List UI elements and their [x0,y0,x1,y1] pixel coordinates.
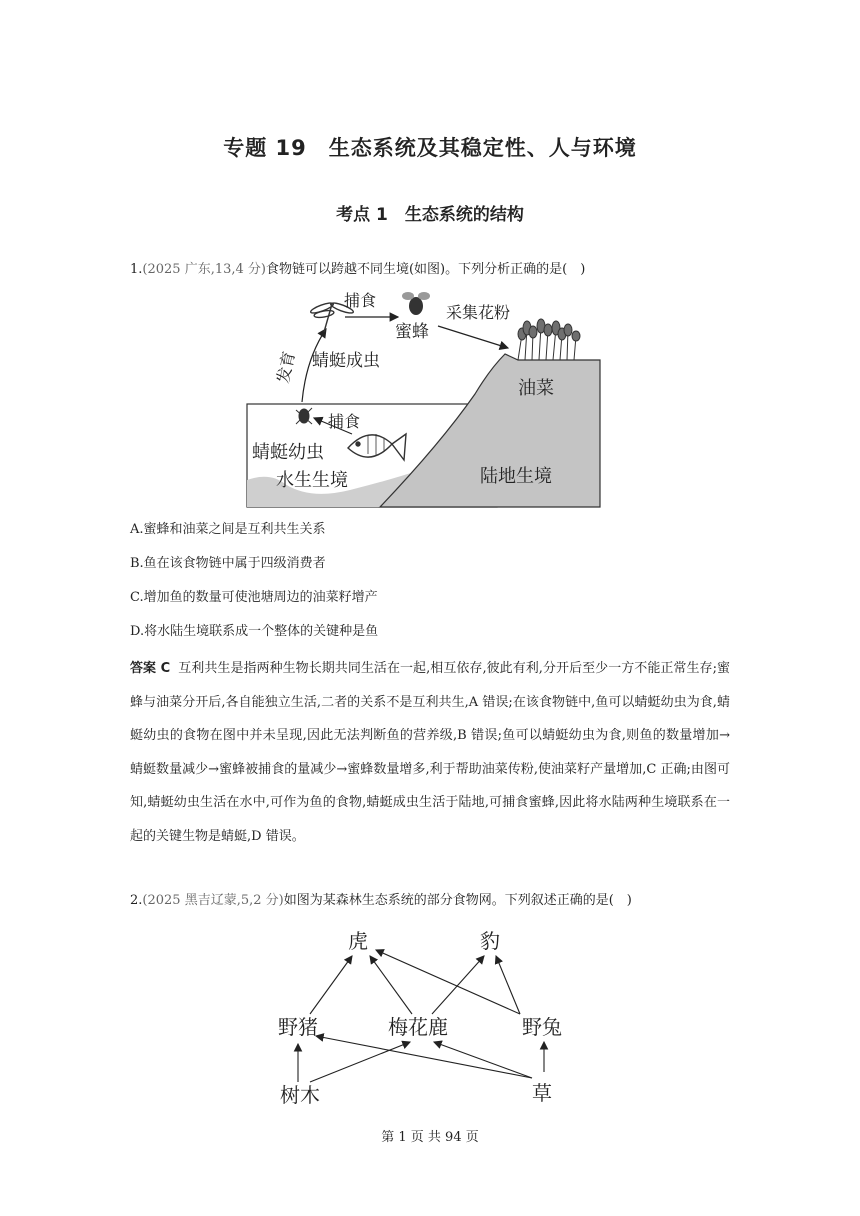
question-text: 食物链可以跨越不同生境(如图)。下列分析正确的是( ) [265,262,586,277]
explanation-text: 互利共生是指两种生物长期共同生活在一起,相互依存,彼此有利,分开后至少一方不能正常生存;蜜蜂与油菜分开后,各自能独立生活,二者的关系不是互利共生,A 错误;在该食物链中,鱼可以蜻蜓幼虫为食,蜻蜓幼虫的食物在图中并未呈现,因此无法判断鱼的营养级,B 错误;鱼可以蜻蜓幼虫为食,则鱼的数量增加→蜻蜓数量减少→蜜蜂被捕食的量减少→蜜蜂数量增多,利于帮助油菜传粉,使油菜籽产量增加,C 正确;由图可知,蜻蜓幼虫生活在水中,可作为鱼的食物,蜻蜓成虫生活于陆地,可捕食蜜蜂,因此将水陆两种生境联系在一起的关键生物是蜻蜓,D 错误。 [130,661,730,844]
node-grass: 草 [532,1081,552,1105]
answer-explanation [130,652,730,853]
option-b: B.鱼在该食物链中属于四级消费者 [130,556,326,571]
label-prey-2: 捕食 [328,412,361,431]
arrow-deer-to-tiger [370,956,412,1014]
label-land-habitat: 陆地生境 [480,466,552,487]
question-text: 如图为某森林生态系统的部分食物网。下列叙述正确的是( ) [283,893,632,908]
label-develop: 发育 [273,349,299,385]
arrow-bee-to-rapeseed [438,326,508,348]
label-rapeseed: 油菜 [518,378,554,399]
arrow-hare-to-tiger [376,950,520,1014]
food-chain-figure [240,284,610,510]
arrow-trees-to-deer [310,1042,410,1082]
question-2-stem [130,893,730,909]
section-title: 考点 1 生态系统的结构 [336,205,524,225]
arrow-boar-to-tiger [310,956,352,1014]
label-dragonfly-adult: 蜻蜓成虫 [312,351,380,371]
page-title: 专题 19 生态系统及其稳定性、人与环境 [223,136,637,160]
node-tiger: 虎 [348,929,368,953]
arrow-grass-to-boar [316,1036,532,1078]
label-larva: 蜻蜓幼虫 [252,442,324,463]
node-boar: 野猪 [278,1015,318,1039]
question-number: 1. [130,262,143,277]
node-deer: 梅花鹿 [388,1015,448,1039]
label-bee: 蜜蜂 [395,322,429,342]
answer-choice: C [160,661,171,676]
question-source: (2025 广东,13,4 分) [142,262,266,277]
rapeseed-icon [518,319,580,360]
node-hare: 野兔 [522,1015,562,1039]
label-prey-1: 捕食 [344,291,377,310]
question-number: 2. [130,893,143,908]
food-web-figure [270,922,580,1112]
node-trees: 树木 [280,1083,320,1107]
arrow-deer-to-leopard [432,956,484,1014]
answer-label: 答案 C [130,661,171,676]
question-1-stem [130,262,730,278]
label-collect-pollen: 采集花粉 [446,303,511,322]
option-d: D.将水陆生境联系成一个整体的关键种是鱼 [130,624,379,639]
page-footer: 第 1 页 共 94 页 [381,1130,479,1145]
option-c: C.增加鱼的数量可使池塘周边的油菜籽增产 [130,590,378,605]
question-source: (2025 黑吉辽蒙,5,2 分) [142,893,284,908]
arrow-grass-to-deer [434,1042,532,1078]
bee-icon [402,292,430,315]
label-water-habitat: 水生生境 [276,470,348,491]
option-a: A.蜜蜂和油菜之间是互利共生关系 [130,522,326,537]
node-leopard: 豹 [480,929,500,953]
